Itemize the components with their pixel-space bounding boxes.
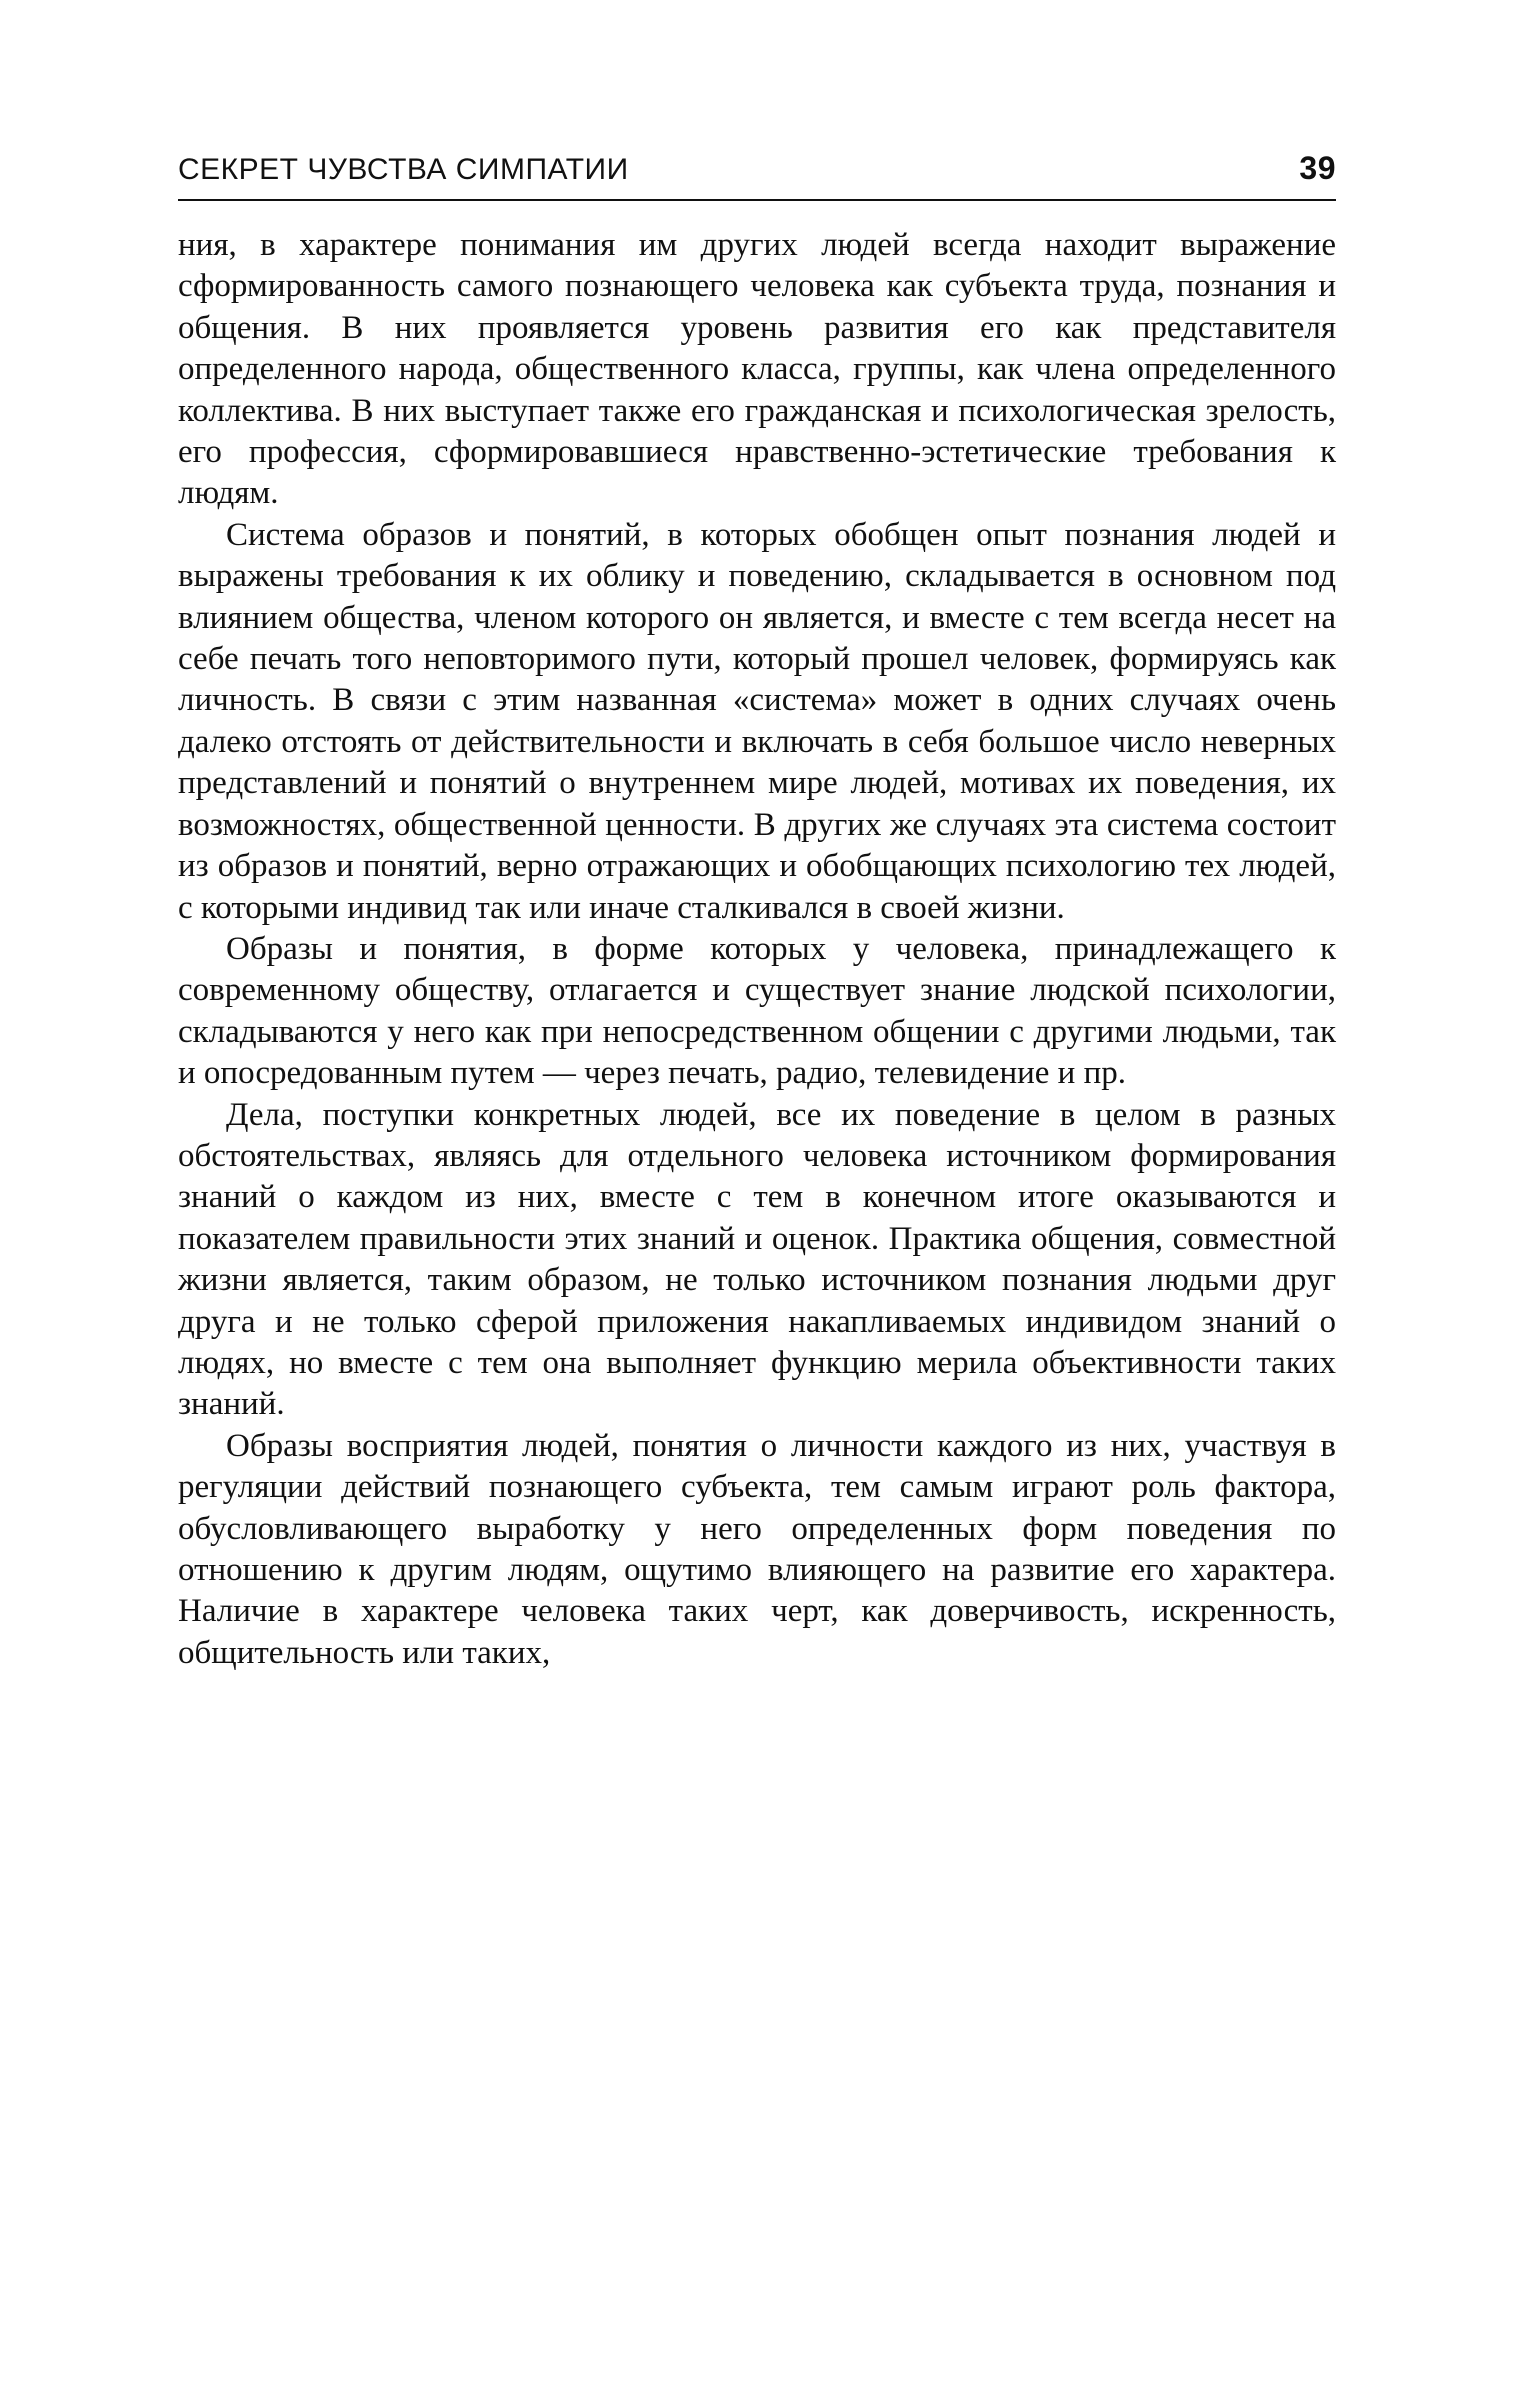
running-title: СЕКРЕТ ЧУВСТВА СИМПАТИИ <box>178 153 629 186</box>
paragraph: Образы восприятия людей, понятия о личности каждого из них, участвуя в регуляции действий познающего субъекта, тем самым играют роль фактора, обусловливающего выработку у него определенных форм поведения по отношению к другим людям, ощутимо влияющего на развитие его характера. Наличие в характере человека таких черт, как доверчивость, искренность, общительность или таких, <box>178 1427 1336 1671</box>
running-header <box>178 150 1336 201</box>
page-number: 39 <box>1299 150 1336 186</box>
paragraph: Образы и понятия, в форме которых у человека, принадлежащего к современному обществу, отлагается и существует знание людской психологии, складываются у него как при непосредственном общении с другими людьми, так и опосредованным путем — через печать, радио, телевидение и пр. <box>178 930 1336 1092</box>
paragraph: Дела, поступки конкретных людей, все их поведение в целом в разных обстоятельствах, являясь для отдельного человека источником формирования знаний о каждом из них, вместе с тем в конечном итоге оказываются и показателем правильности этих знаний и оценок. Практика общения, совместной жизни является, таким образом, не только источником познания людьми друг друга и не только сферой приложения накапливаемых индивидом знаний о людях, но вместе с тем она выполняет функцию мерила объективности таких знаний. <box>178 1096 1336 1423</box>
paragraph: Система образов и понятий, в которых обобщен опыт познания людей и выражены требования к их облику и поведению, складывается в основном под влиянием общества, членом которого он является, и вместе с тем всегда несет на себе печать того неповторимого пути, который прошел человек, формируясь как личность. В связи с этим названная «система» может в одних случаях очень далеко отстоять от действительности и включать в себя большое число неверных представлений и понятий о внутреннем мире людей, мотивах их поведения, их возможностях, общественной ценности. В других же случаях эта система состоит из образов и понятий, верно отражающих и обобщающих психологию тех людей, с которыми индивид так или иначе сталкивался в своей жизни. <box>178 516 1336 926</box>
book-page <box>178 150 1336 1674</box>
body-text <box>178 225 1336 1674</box>
paragraph-continued: ния, в характере понимания им других людей всегда находит выражение сформированность самого познающего человека как субъекта труда, познания и общения. В них проявляется уровень развития его как представителя определенного народа, общественного класса, группы, как члена определенного коллектива. В них выступает также его гражданская и психологическая зрелость, его профессия, сформировавшиеся нравственно-эстетические требования к людям. <box>178 227 1336 512</box>
